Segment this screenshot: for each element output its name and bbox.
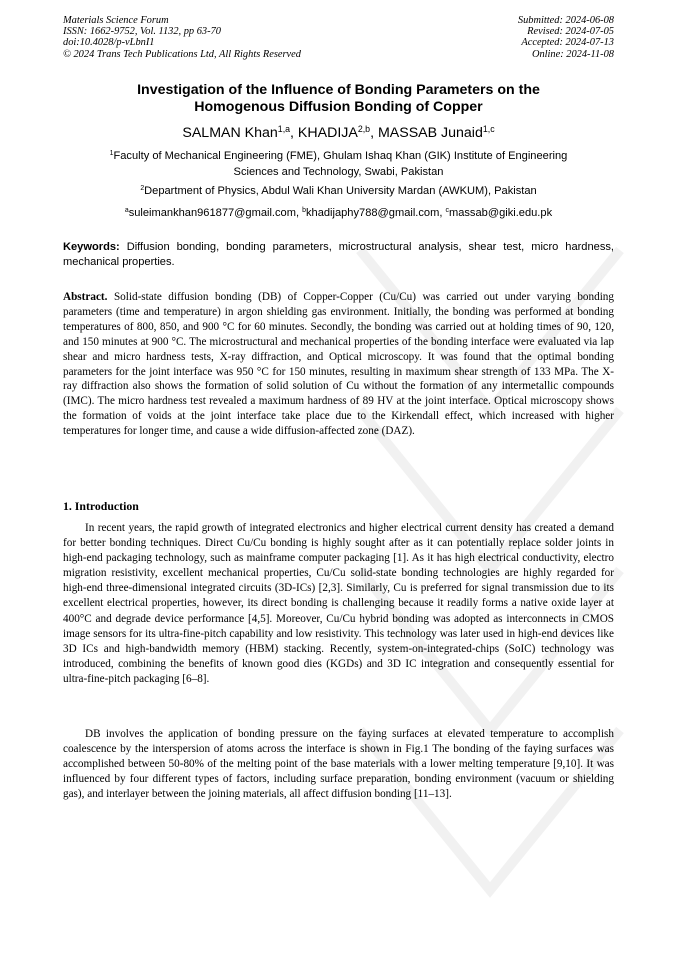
- author-name: MASSAB Junaid: [377, 125, 483, 141]
- email-address[interactable]: khadijaphy788@gmail.com: [305, 207, 440, 219]
- affiliation-1-marker: 1: [109, 150, 114, 158]
- paper-title: [63, 82, 614, 116]
- email-separator: ,: [439, 207, 446, 219]
- accepted-date: Accepted: 2024-07-13: [521, 37, 614, 49]
- online-date: Online: 2024-11-08: [531, 48, 614, 60]
- email-marker: a: [124, 207, 129, 215]
- introduction-heading: 1. Introduction: [63, 499, 139, 513]
- paragraph-text: In recent years, the rapid growth of integrated electronics and higher electrical current density has created a demand for better bonding techniques. Direct Cu/Cu bonding is highly sought after as it can potentially replace solder joints in high-end packaging technology, such as mainframe computer packaging [1]. As it has high electrical conductivity, electro migration resistivity, excellent mechanical properties, Cu/Cu solid-state bonding technologies are highly regarded for high-end three-dimensional integrated circuits (3D-ICs) [2,3]. Similarly, Cu is preferred for signal transmission due to its excellent electrical properties, however, its direct bonding is challenging because it readily forms a native oxide layer at 400°C and degrade device performance [4,5]. Moreover, Cu/Cu hybrid bonding was adopted as interconnects in CMOS image sensors for its ultra-fine-pitch capability and low resistivity. This technology was later used in high-end devices like 3D ICs and high-bandwidth memory (HBM) stacking. Recently, system-on-integrated-chips (SoIC) technology was introduced, combining the benefits of known good dies (KGDs) and 3D IC integration and consequently essential for ultra-fine-pitch packaging [6–8].: [63, 522, 614, 685]
- author-list: [63, 124, 614, 142]
- title-line-2: Homogenous Diffusion Bonding of Copper: [194, 99, 483, 115]
- affiliation-1: [63, 149, 614, 180]
- abstract-text: Solid-state diffusion bonding (DB) of Copper-Copper (Cu/Cu) was carried out under varying bonding parameters (time and temperature) in argon shielding gas environment. Initially, the bonding was performed at bonding temperatures of 800, 850, and 900 °C for 60 minutes. Secondly, the bonding was carried out at holding times of 90, 120, and 150 minutes at 900 °C. The microstructural and mechanical properties of the bonding interface were evaluated via lap shear and micro hardness tests, X-ray diffraction, and Optical microscopy. It was found that the optimal bonding parameters for the joint interface was 950 °C for 150 minutes, resulting in maximum shear strength of 133 MPa. The X-ray diffraction also shows the formation of solid solution of Cu without the formation of any intermetallic compounds (IMC). The micro hardness test revealed a maximum hardness of 89 HV at the joint interface. Optical microscopy shows the formation of voids at the joint interface take place due to the Kirkendall effect, which increased with higher temperatures for longer time, and cause a wide diffusion-affected zone (DAZ).: [63, 291, 614, 438]
- affiliation-2-marker: 2: [140, 185, 145, 193]
- header-left: [63, 15, 301, 60]
- affiliation-1-line-2: Sciences and Technology, Swabi, Pakistan: [233, 165, 444, 178]
- affiliation-1-line-1: Faculty of Mechanical Engineering (FME), Ghulam Ishaq Khan (GIK) Institute of Engineering: [113, 150, 568, 162]
- introduction-paragraph-1: [63, 521, 614, 687]
- copyright-line: © 2024 Trans Tech Publications Ltd, All Rights Reserved: [63, 48, 301, 60]
- author-name: KHADIJA: [297, 125, 358, 141]
- author-separator: ,: [370, 125, 378, 141]
- title-line-1: Investigation of the Influence of Bonding Parameters on the: [137, 82, 540, 98]
- author-superscript: 1,c: [482, 124, 495, 135]
- affiliation-2-text: Department of Physics, Abdul Wali Khan University Mardan (AWKUM), Pakistan: [144, 185, 537, 197]
- author-superscript: 2,b: [357, 124, 371, 135]
- keywords-label: Keywords:: [63, 241, 120, 253]
- submitted-date: Submitted: 2024-06-08: [517, 15, 614, 26]
- paragraph-text: DB involves the application of bonding pressure on the faying surfaces at elevated temperature to accomplish coalescence by the interspersion of atoms across the interface is shown in Fig.1 The bonding of the faying surfaces was accomplished between 50-80% of the melting point of the base materials with a lower melting temperature [9,10]. It was influenced by four different types of factors, including surface preparation, bonding environment (vacuum or shielding gas), and interlayer between the joining materials, all affect diffusion bonding [11–13].: [63, 728, 614, 801]
- email-address[interactable]: massab@giki.edu.pk: [448, 207, 553, 219]
- email-address[interactable]: suleimankhan961877@gmail.com: [128, 207, 296, 219]
- issn-line: ISSN: 1662-9752, Vol. 1132, pp 63-70: [63, 26, 221, 38]
- affiliation-2: [63, 184, 614, 200]
- author-superscript: 1,a: [277, 124, 291, 135]
- author-name: SALMAN Khan: [182, 125, 278, 141]
- keywords-text: Diffusion bonding, bonding parameters, microstructural analysis, shear test, micro hardness, mechanical properties.: [63, 241, 614, 268]
- email-separator: ,: [295, 207, 303, 219]
- revised-date: Revised: 2024-07-05: [527, 26, 614, 38]
- introduction-paragraph-2: [63, 727, 614, 802]
- email-marker: c: [445, 207, 449, 215]
- email-marker: b: [302, 207, 306, 215]
- header-right: [518, 15, 614, 60]
- email-list: [63, 206, 614, 222]
- abstract-block: [63, 290, 614, 439]
- keywords-block: [63, 240, 614, 269]
- doi-line: doi:10.4028/p-vLbnI1: [63, 37, 155, 49]
- abstract-label: Abstract.: [63, 291, 108, 303]
- author-separator: ,: [290, 125, 298, 141]
- journal-name: Materials Science Forum: [63, 15, 169, 26]
